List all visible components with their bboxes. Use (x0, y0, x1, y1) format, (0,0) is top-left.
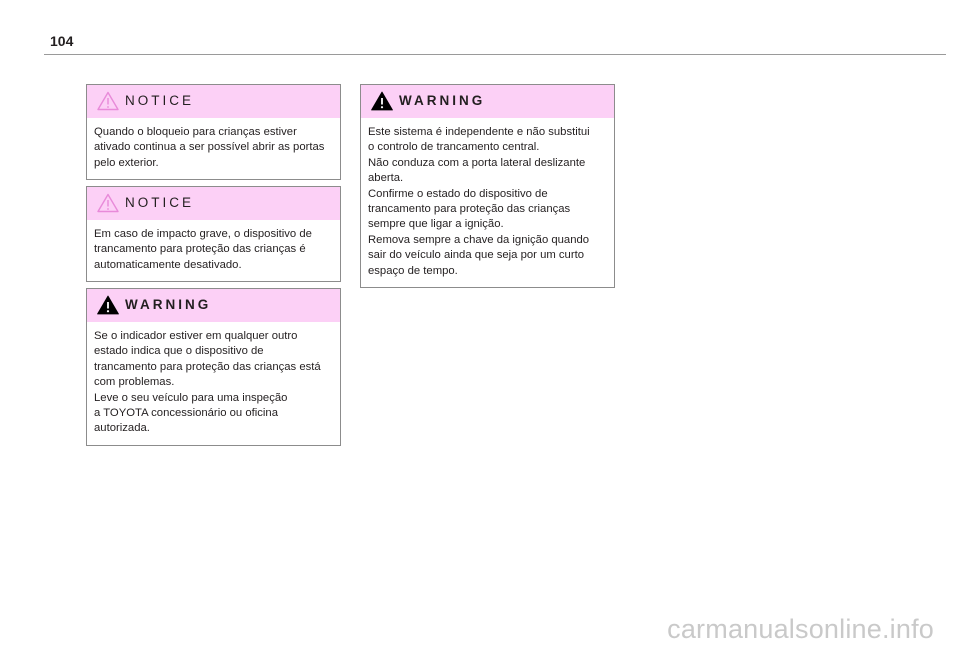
notice-body (87, 118, 340, 179)
warning-body (87, 322, 340, 445)
warning-triangle-icon (97, 295, 119, 315)
header-divider (44, 54, 946, 55)
warning-text: Se o indicador estiver em qualquer outro estado indica que o dispositivo de trancamento para proteção das crianças está com problemas. Leve o seu veículo para uma inspeção a TOYOTA concessionário ou oficina autorizada. (94, 330, 321, 435)
page-number: 104 (50, 33, 74, 49)
warning-header (87, 289, 340, 322)
warning-text: Este sistema é independente e não substitui o controlo de trancamento central. Não conduza com a porta lateral deslizante aberta. Confirme o estado do dispositivo de trancamento para proteção das crianças sempre que ligar a ignição. Remova sempre a chave da ignição quando sair do veículo ainda que seja por um curto espaço de tempo. (368, 126, 590, 277)
notice-header (87, 85, 340, 118)
notice-text: Quando o bloqueio para crianças estiver ativado continua a ser possível abrir as portas pelo exterior. (94, 126, 325, 169)
notice-text: Em caso de impacto grave, o dispositivo de trancamento para proteção das crianças é automaticamente desativado. (94, 228, 312, 271)
warning-box-indicator-problem (86, 288, 341, 446)
caution-outline-icon (97, 91, 119, 111)
warning-triangle-icon (371, 91, 393, 111)
notice-box-impact-deactivation (86, 186, 341, 282)
warning-title: WARNING (125, 297, 212, 312)
notice-box-child-lock-exterior (86, 84, 341, 180)
warning-title: WARNING (399, 93, 486, 108)
notice-body (87, 220, 340, 281)
warning-body (361, 118, 614, 287)
site-watermark: carmanualsonline.info (667, 614, 934, 644)
notice-title: NOTICE (125, 195, 195, 210)
warning-box-independent-system (360, 84, 615, 288)
notice-header (87, 187, 340, 220)
warning-header (361, 85, 614, 118)
caution-outline-icon (97, 193, 119, 213)
notice-title: NOTICE (125, 93, 195, 108)
